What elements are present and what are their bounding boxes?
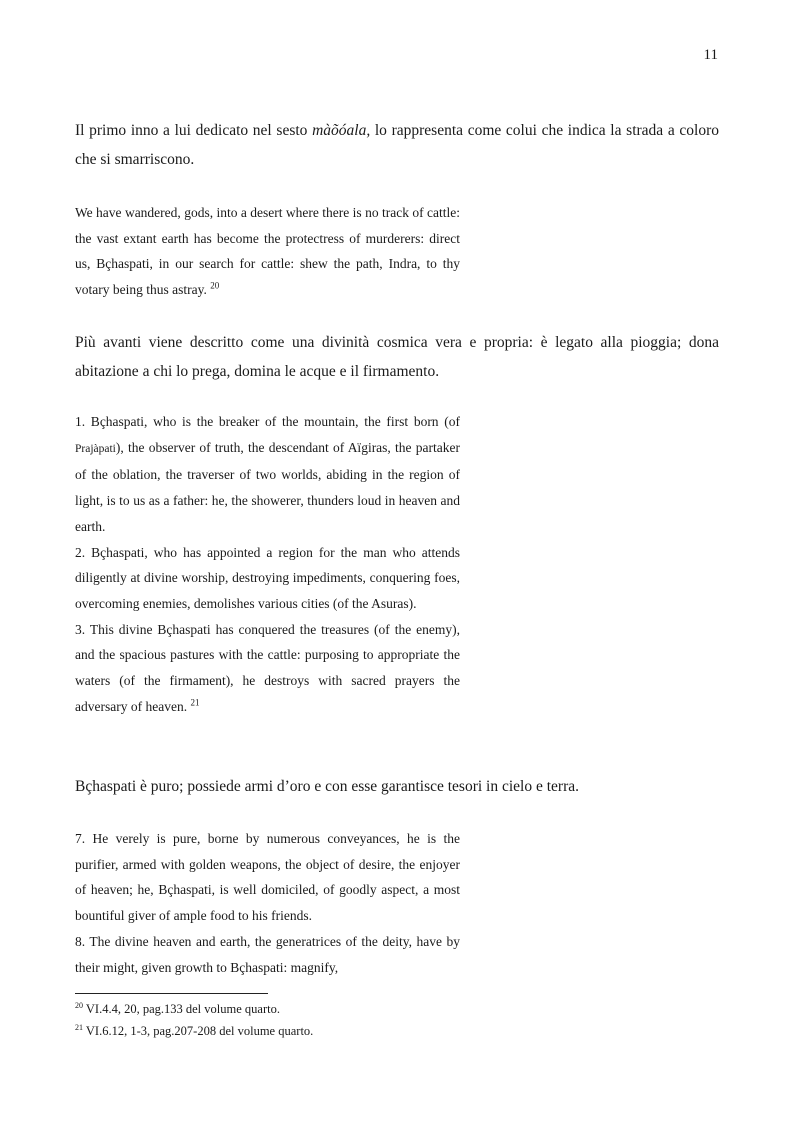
footnote-number: 20 <box>75 1000 83 1010</box>
intro-paragraph <box>75 116 719 174</box>
verse-1-small-term: Prajàpati <box>75 442 116 455</box>
footnote-20 <box>75 1001 280 1017</box>
verse-8: 8. The divine heaven and earth, the generatrices of the deity, have by their might, given growth to Bçhaspati: magnify, <box>75 933 460 975</box>
page-number: 11 <box>703 47 718 63</box>
paragraph-3: Bçhaspati è puro; possiede armi d’oro e con esse garantisce tesori in cielo e terra. <box>75 778 579 795</box>
quote-block-1 <box>75 200 460 303</box>
quote-block-3 <box>75 826 460 980</box>
quote-1-text: We have wandered, gods, into a desert where there is no track of cattle: the vast extant earth has become the protectress of murderers: direct us, Bçhaspati, in our search for cattle: shew the path, Indra, to thy votary being thus astray. $^{20}$ <box>75 205 460 298</box>
footnote-ref-20[interactable]: 20 <box>210 280 220 291</box>
intro-text-before: Il primo inno a lui dedicato nel sesto <box>75 122 313 139</box>
footnote-21 <box>75 1023 313 1039</box>
footnote-ref-21[interactable]: 21 <box>190 697 200 708</box>
verse-2: 2. Bçhaspati, who has appointed a region for the man who attends diligently at divine worship, destroying impediments, conquering foes, overcoming enemies, demolishes various cities (of the Asuras). <box>75 544 460 611</box>
intro-text-after: lo rappresenta come colui che indica la strada a coloro che si smarriscono. <box>75 122 719 168</box>
verse-7: 7. He verely is pure, borne by numerous conveyances, he is the purifier, armed with golden weapons, the object of desire, the enjoyer of heaven; he, Bçhaspati, is well domiciled, of goodly aspect, a most bountiful giver of ample food to his friends. <box>75 831 460 924</box>
footnote-text: VI.4.4, 20, pag.133 del volume quarto. <box>83 1002 280 1016</box>
quote-block-2 <box>75 409 460 719</box>
footnote-separator <box>75 993 268 994</box>
verse-3: 3. This divine Bçhaspati has conquered the treasures (of the enemy), and the spacious pastures with the cattle: purposing to appropriate the waters (of the firmament), he destroys with sacred prayers the adversary of heaven. $^{21}$ <box>75 621 460 714</box>
paragraph-2: Più avanti viene descritto come una divinità cosmica vera e propria: è legato alla pioggia; dona abitazione a chi lo prega, domina le acque e il firmamento. <box>75 334 719 380</box>
verse-1: 1. Bçhaspati, who is the breaker of the mountain, the first born (of Prajàpati), the observer of truth, the descendant of Aïgiras, the partaker of the oblation, the traverser of two worlds, abiding in the region of light, is to us as a father: he, the showerer, thunders loud in heaven and earth. <box>75 414 460 534</box>
footnote-text: VI.6.12, 1-3, pag.207-208 del volume quarto. <box>83 1024 314 1038</box>
footnote-number: 21 <box>75 1022 83 1032</box>
intro-italic-term: màõóala, <box>312 122 371 139</box>
